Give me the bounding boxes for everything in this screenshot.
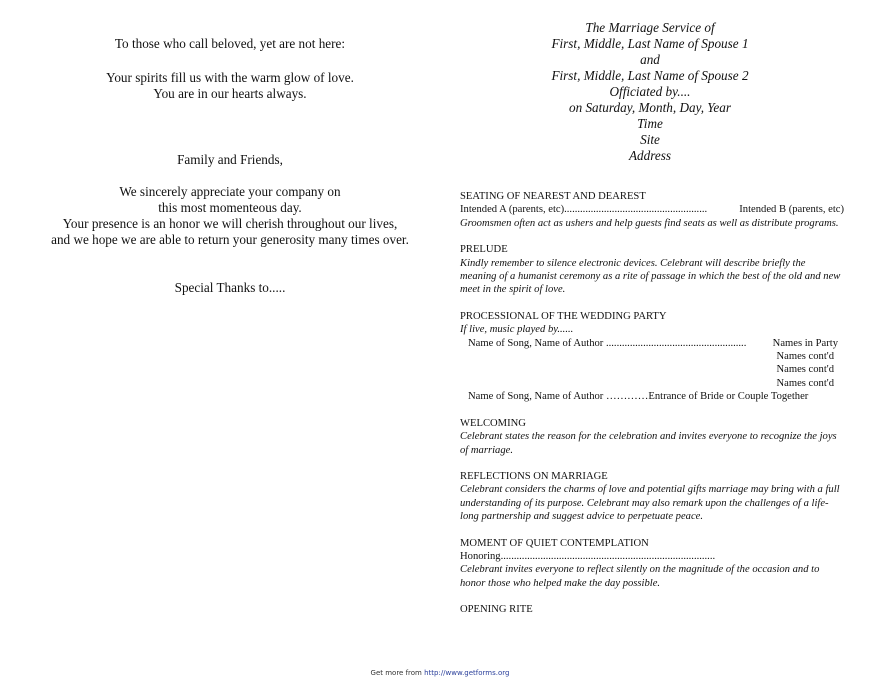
names-continued: Names cont'd: [776, 351, 834, 363]
song-name: Name of Song, Name of Author .....................................................: [468, 337, 747, 349]
names-in-party: Names in Party: [772, 337, 838, 349]
section-description: Kindly remember to silence electronic devices. Celebrant will describe briefly the meaning of a humanist ceremony as a rite of passage in which the best of the old and new meet in the spirit of love.: [460, 257, 841, 296]
header-line: The Marriage Service of: [585, 20, 715, 35]
left-column: [30, 36, 430, 296]
header-line: Site: [640, 132, 660, 147]
special-thanks: Special Thanks to.....: [174, 280, 286, 295]
section-title: PROCESSIONAL OF THE WEDDING PARTY: [460, 310, 667, 322]
header-line: Officiated by....: [609, 84, 691, 99]
section-description: Celebrant considers the charms of love and potential gifts marriage may bring with a full understanding of its purpose. Celebrant may also remark upon the challenges of a life-long partnership and suggest advice to perpetuate peace.: [460, 484, 840, 523]
section-title: WELCOMING: [460, 417, 526, 429]
appreciation-line: We sincerely appreciate your company on: [119, 184, 341, 199]
section-title: SEATING OF NEAREST AND DEAREST: [460, 191, 646, 202]
program-order: [460, 190, 844, 630]
section-title: MOMENT OF QUIET CONTEMPLATION: [460, 537, 649, 549]
section-prelude: [460, 243, 844, 297]
header-line: and: [640, 52, 660, 67]
section-title: REFLECTIONS ON MARRIAGE: [460, 470, 608, 482]
intended-b: Intended B (parents, etc): [739, 204, 844, 216]
section-opening: [460, 603, 844, 616]
header-line: on Saturday, Month, Day, Year: [568, 100, 732, 115]
footer-link[interactable]: http://www.getforms.org: [424, 669, 510, 677]
section-welcoming: [460, 417, 844, 457]
section-seating: [460, 190, 844, 230]
header-line: First, Middle, Last Name of Spouse 2: [551, 68, 749, 83]
section-processional: [460, 310, 844, 404]
service-header: [460, 20, 840, 164]
footer-prefix: Get more from: [370, 669, 425, 677]
header-line: Address: [628, 148, 671, 163]
processional-note: If live, music played by......: [460, 324, 574, 336]
appreciation-line: Your presence is an honor we will cherish throughout our lives,: [62, 216, 398, 231]
greeting: Family and Friends,: [177, 152, 283, 167]
appreciation-line: and we hope we are able to return your generosity many times over.: [51, 232, 409, 247]
names-continued: Names cont'd: [776, 377, 834, 389]
song-row: Name of Song, Name of Author …………Entrance of Bride or Couple Together: [468, 391, 809, 403]
section-title: OPENING RITE: [460, 604, 533, 616]
remembrance-line: To those who call beloved, yet are not here:: [114, 36, 346, 51]
section-description: Celebrant invites everyone to reflect silently on the magnitude of the occasion and to honor those who helped make the day possible.: [460, 564, 820, 589]
intended-a: Intended A (parents, etc)......................................................: [460, 204, 708, 216]
song-row: [460, 337, 844, 350]
section-reflections: [460, 470, 844, 524]
header-line: Time: [637, 116, 663, 131]
remembrance-line: You are in our hearts always.: [153, 86, 307, 101]
footer: [0, 669, 880, 677]
names-continued: Names cont'd: [776, 364, 834, 376]
section-description: Groomsmen often act as ushers and help guests find seats as well as distribute programs.: [460, 217, 839, 229]
section-title: PRELUDE: [460, 244, 508, 256]
appreciation-line: this most momenteous day.: [158, 200, 302, 215]
section-description: Celebrant states the reason for the celebration and invites everyone to recognize the joys of marriage.: [460, 431, 837, 456]
remembrance-line: Your spirits fill us with the warm glow of love.: [106, 70, 354, 85]
seating-row: [460, 203, 844, 216]
header-line: First, Middle, Last Name of Spouse 1: [551, 36, 749, 51]
honoring-line: Honoring.................................................................................: [460, 550, 716, 562]
section-moment: [460, 537, 844, 591]
